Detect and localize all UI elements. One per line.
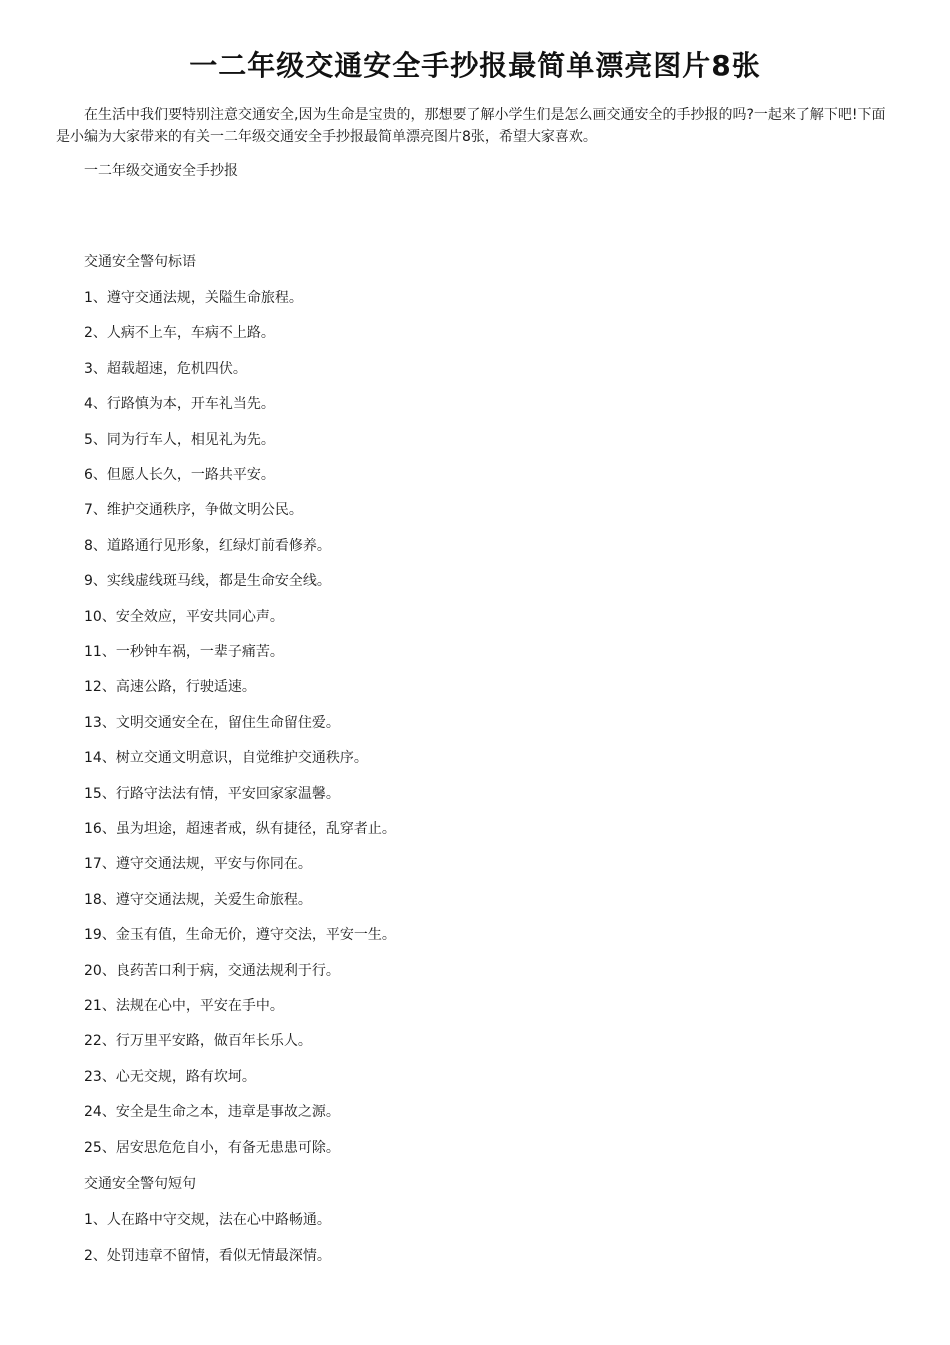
slogan-item: 1、遵守交通法规，关隘生命旅程。 (84, 290, 303, 306)
slogan-item: 2、人病不上车，车病不上路。 (84, 325, 275, 341)
slogan-item: 18、遵守交通法规，关爱生命旅程。 (84, 892, 312, 908)
slogan-item: 4、行路慎为本，开车礼当先。 (84, 396, 275, 412)
short-phrase-item: 2、处罚违章不留情，看似无情最深情。 (84, 1248, 331, 1264)
slogan-item: 25、居安思危危自小，有备无患患可除。 (84, 1140, 340, 1156)
short-phrases-heading: 交通安全警句短句 (84, 1176, 196, 1192)
slogan-item: 21、法规在心中，平安在手中。 (84, 998, 284, 1014)
slogan-item: 22、行万里平安路，做百年长乐人。 (84, 1033, 312, 1049)
slogan-item: 12、高速公路，行驶适速。 (84, 679, 256, 695)
image-caption: 一二年级交通安全手抄报 (84, 163, 238, 179)
slogan-item: 15、行路守法法有情，平安回家家温馨。 (84, 786, 340, 802)
slogan-item: 19、金玉有值，生命无价，遵守交法，平安一生。 (84, 927, 396, 943)
page-title: 一二年级交通安全手抄报最简单漂亮图片8张 (189, 49, 761, 82)
slogan-item: 17、遵守交通法规，平安与你同在。 (84, 856, 312, 872)
slogan-item: 20、良药苦口利于病，交通法规利于行。 (84, 963, 340, 979)
slogan-item: 7、维护交通秩序，争做文明公民。 (84, 502, 303, 518)
slogan-item: 14、树立交通文明意识，自觉维护交通秩序。 (84, 750, 368, 766)
slogan-item: 6、但愿人长久，一路共平安。 (84, 467, 275, 483)
slogan-item: 3、超载超速，危机四伏。 (84, 361, 247, 377)
slogan-item: 9、实线虚线斑马线，都是生命安全线。 (84, 573, 331, 589)
intro-paragraph: 在生活中我们要特别注意交通安全,因为生命是宝贵的，那想要了解小学生们是怎么画交通安全的手抄报的吗?一起来了解下吧!下面是小编为大家带来的有关一二年级交通安全手抄报最简单漂亮图片8张，希望大家喜欢。 (56, 107, 886, 145)
slogans-heading: 交通安全警句标语 (84, 254, 196, 270)
slogan-item: 8、道路通行见形象，红绿灯前看修养。 (84, 538, 331, 554)
slogan-item: 13、文明交通安全在，留住生命留住爱。 (84, 715, 340, 731)
slogan-item: 10、安全效应，平安共同心声。 (84, 609, 284, 625)
slogan-item: 5、同为行车人，相见礼为先。 (84, 432, 275, 448)
short-phrase-item: 1、人在路中守交规，法在心中路畅通。 (84, 1212, 331, 1228)
slogan-item: 16、虽为坦途，超速者戒，纵有捷径，乱穿者止。 (84, 821, 396, 837)
slogan-item: 24、安全是生命之本，违章是事故之源。 (84, 1104, 340, 1120)
slogan-item: 11、一秒钟车祸，一辈子痛苦。 (84, 644, 284, 660)
slogan-item: 23、心无交规，路有坎坷。 (84, 1069, 256, 1085)
